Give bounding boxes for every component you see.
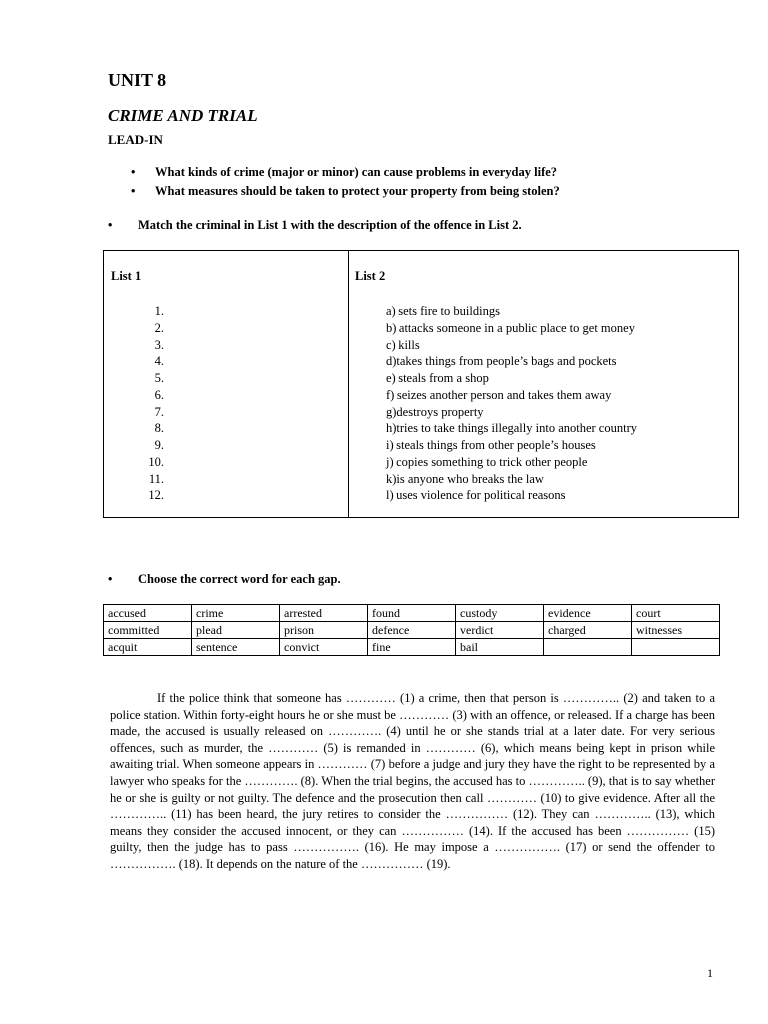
list1-item: 11. <box>148 471 164 486</box>
cloze-paragraph <box>110 690 715 873</box>
list1-item: 1. <box>154 304 164 318</box>
list1-item: 9. <box>154 438 164 452</box>
question-text: What measures should be taken to protect your property from being stolen? <box>155 184 560 198</box>
list2-item: k)is anyone who breaks the law <box>386 471 544 486</box>
gap-instruction-text: Choose the correct word for each gap. <box>138 572 341 586</box>
question-text: What kinds of crime (major or minor) can cause problems in everyday life? <box>155 165 558 179</box>
list2-item: g)destroys property <box>386 404 484 419</box>
word-cell: evidence <box>544 605 632 622</box>
word-cell: committed <box>104 622 192 639</box>
list1-item: 3. <box>154 337 164 352</box>
list1-item: 6. <box>154 387 164 402</box>
word-cell: sentence <box>192 639 280 656</box>
bullet-icon: • <box>131 184 136 198</box>
list2-item: f) seizes another person and takes them away <box>386 387 612 402</box>
word-cell: convict <box>280 639 368 656</box>
paragraph-text: If the police think that someone has ………… (1) a crime, then that person is ………….. (2) and taken to a police station. Within forty-eight hours he or she must be ………… (3) with an offence, or released. If a charge has been made, the accused is usually released on …………. (4) until he or she stands trial at a later date. For very serious offences, such as murder, the ………… (5) is remanded in ………… (6), which means being kept in prison while awaiting trial. When someone appears in ………… (7) before a judge and jury they have the right to be represented by a lawyer who speaks for the …………. (8). When the trial begins, the accused has to ………….. (9), that is to say whether he or she is guilty or not guilty. The defence and the prosecution then call ………… (10) to give evidence. After all the ………….. (11) has been heard, the jury retires to consider the …………… (12). They can ………….. (13), which means they consider the accused innocent, or they can …………… (14). If the accused has been …………… (15) guilty, then the judge has to pass ……………. (16). He may impose a ……………. (17) or send the offender to ……………. (18). It depends on the nature of the …………… (19). <box>110 691 715 871</box>
column-divider <box>348 251 349 517</box>
list2-item: c) kills <box>386 337 420 352</box>
word-cell: found <box>368 605 456 622</box>
list1-item: 7. <box>154 404 164 419</box>
list2-item: j) copies something to trick other people <box>386 454 588 469</box>
list2-descriptions <box>386 303 637 504</box>
list2-item: b) attacks someone in a public place to get money <box>386 320 635 335</box>
list2-item: h)tries to take things illegally into another country <box>386 421 637 436</box>
list1-item: 2. <box>154 320 164 335</box>
list1-numbers <box>148 303 164 504</box>
word-cell: defence <box>368 622 456 639</box>
word-cell: acquit <box>104 639 192 656</box>
page-number: 1 <box>707 966 713 980</box>
list1-item: 8. <box>154 421 164 436</box>
word-cell: custody <box>456 605 544 622</box>
bullet-icon: • <box>108 218 113 232</box>
list1-item: 4. <box>154 354 164 369</box>
discussion-questions <box>131 165 731 205</box>
list2-item: l) uses violence for political reasons <box>386 488 566 503</box>
word-cell <box>544 639 632 656</box>
list2-item: d)takes things from people’s bags and pockets <box>386 354 617 369</box>
list1-item: 12. <box>148 488 164 503</box>
matching-table <box>103 250 739 518</box>
word-row <box>104 639 720 656</box>
unit-title: UNIT 8 <box>108 70 167 90</box>
gap-instruction <box>108 572 728 590</box>
word-cell: fine <box>368 639 456 656</box>
word-cell: plead <box>192 622 280 639</box>
list2-item: e) steals from a shop <box>386 371 489 385</box>
word-row <box>104 622 720 639</box>
word-cell: crime <box>192 605 280 622</box>
word-cell: accused <box>104 605 192 622</box>
list1-item: 5. <box>154 371 164 385</box>
section-title: CRIME AND TRIAL <box>108 106 258 125</box>
match-instruction <box>108 218 728 236</box>
word-cell: court <box>632 605 720 622</box>
word-cell: witnesses <box>632 622 720 639</box>
word-cell: bail <box>456 639 544 656</box>
word-row <box>104 605 720 622</box>
word-cell <box>632 639 720 656</box>
word-bank-table <box>103 604 720 656</box>
word-cell: prison <box>280 622 368 639</box>
bullet-icon: • <box>108 572 113 586</box>
list1-item: 10. <box>148 454 164 469</box>
list2-item: a) sets fire to buildings <box>386 304 500 318</box>
bullet-icon: • <box>131 165 136 179</box>
lead-in-heading: LEAD-IN <box>108 132 163 147</box>
word-cell: verdict <box>456 622 544 639</box>
list1-title: List 1 <box>111 269 142 283</box>
word-cell: arrested <box>280 605 368 622</box>
word-cell: charged <box>544 622 632 639</box>
match-instruction-text: Match the criminal in List 1 with the description of the offence in List 2. <box>138 218 522 232</box>
list2-title: List 2 <box>355 269 386 283</box>
list2-item: i) steals things from other people’s houses <box>386 438 596 452</box>
